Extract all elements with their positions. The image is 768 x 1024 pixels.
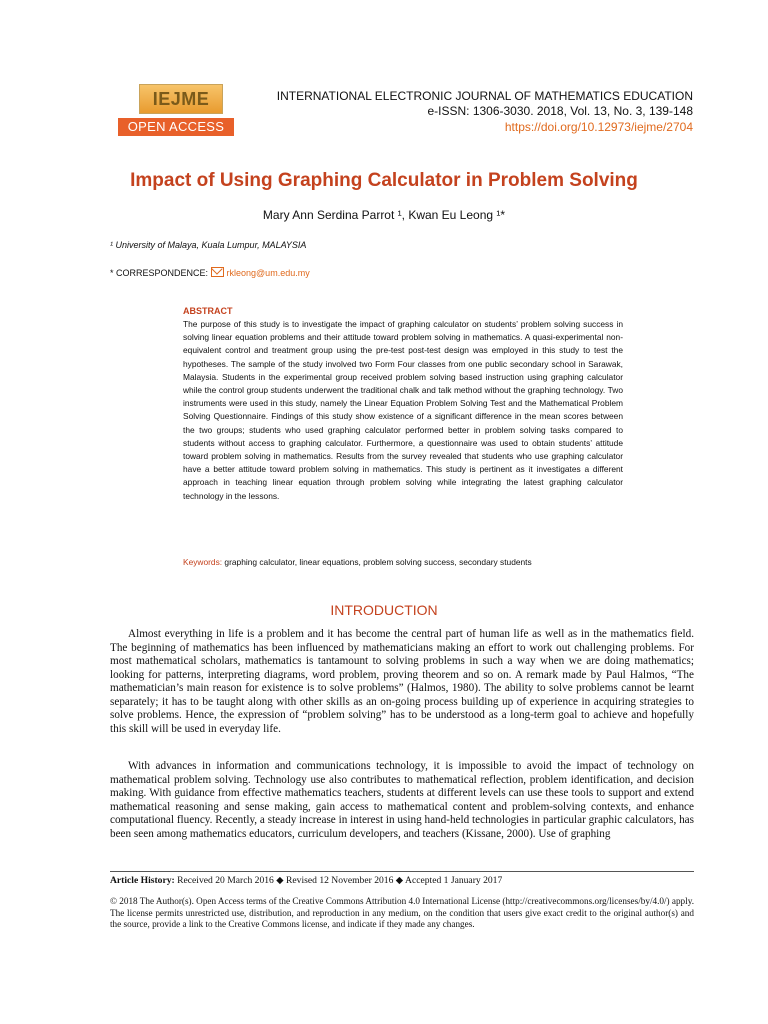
keywords-list: graphing calculator, linear equations, problem solving success, secondary students [222,557,532,567]
open-access-label: OPEN ACCESS [127,119,225,134]
abstract-heading: ABSTRACT [183,306,233,316]
article-title: Impact of Using Graphing Calculator in Problem Solving [130,170,638,191]
doi-link[interactable]: https://doi.org/10.12973/iejme/2704 [504,120,693,134]
article-history [110,875,694,886]
issn-line: e-ISSN: 1306-3030. 2018, Vol. 13, No. 3, 139-148 [427,104,693,118]
journal-name: INTERNATIONAL ELECTRONIC JOURNAL OF MATHEMATICS EDUCATION [276,89,693,103]
keywords [183,557,623,567]
history-dates: Received 20 March 2016 ◆ Revised 12 November 2016 ◆ Accepted 1 January 2017 [174,875,503,886]
introduction-heading: INTRODUCTION [330,602,438,618]
authors: Mary Ann Serdina Parrot ¹, Kwan Eu Leong ¹* [262,208,506,222]
intro-paragraph-1: Almost everything in life is a problem and it has become the central part of human life as well as in the mathematics field. The beginning of mathematics has been influenced by mathematicians making an effort to work out challenging problems. For most mathematical scholars, mathematics is tantamount to solving problems in such a way when we are doing mathematics; looking for patterns, interpreting diagrams, word problem, proving theorem and so on. A remark made by Paul Halmos, “The mathematician’s main reason for existence is to solve problems” (Halmos, 1980). The ability to solve problems cannot be learnt separately; it has to be taught along with other skills as an on-going process building up of experience in acquiring strategies to solve problems. Hence, the expression of “problem solving” has to be understood as a long-term goal to achieve and hopefully this skill will be used in everyday life. [110,628,694,735]
affiliation: ¹ University of Malaya, Kuala Lumpur, MALAYSIA [110,240,307,250]
correspondence-email[interactable]: rkleong@um.edu.my [226,268,310,278]
logo-mark [139,84,223,114]
license-notice: © 2018 The Author(s). Open Access terms of the Creative Commons Attribution 4.0 International License (http://creativecommons.org/licenses/by/4.0/) apply. The license permits unrestricted use, distribution, and reproduction in any medium, on the condition that users give exact credit to the original author(s) and the source, provide a link to the Creative Commons license, and indicate if they made any changes. [110,896,694,930]
abstract-text: The purpose of this study is to investigate the impact of graphing calculator on students’ problem solving success in solving linear equation problems and their attitude toward problem solving in mathematics. A quasi-experimental non-equivalent control and treatment group using the pre-test post-test design was employed in this study to test the hypotheses. The sample of the study involved two Form Four classes from one public secondary school in Sarawak, Malaysia. Students in the experimental group received problem solving based instruction using graphing calculator while the control group students underwent the traditional chalk and talk method without the graphing technology. Two instruments were used in this study, namely the Linear Equation Problem Solving Test and the Mathematical Problem Solving Questionnaire. Findings of this study show existence of a significant difference in the mean scores between the two groups; students who used graphing calculator performed better in problem solving tasks compared to students without access to graphing calculator. Furthermore, a questionnaire was used to obtain students’ attitude toward problem solving in mathematics. Results from the survey revealed that students who use graphing calculator have a better attitude toward problem solving in mathematics. This study is pertinent as it investigates a different approach in teaching linear equation through problem solving while integrating the latest graphing calculator technology in the lessons. [183,319,623,501]
correspondence [110,267,310,278]
journal-logo [118,84,234,136]
open-access-badge [118,118,234,136]
intro-paragraph-2: With advances in information and communications technology, it is impossible to avoid the impact of technology on mathematical problem solving. Technology use also contributes to mathematical reflection, problem identification, and decision making. With guidance from effective mathematics teachers, students at different levels can use these tools to support and extend mathematical reasoning and sense making, gain access to mathematical content and problem-solving contexts, and enhance computational fluency. Recently, a steady increase in interest in using hand-held technologies in particular graphic calculators, has been seen among mathematics educators, curriculum developers, and teachers (Kissane, 2000). Use of graphing [110,760,694,840]
logo-text: IEJME [152,89,210,109]
history-label: Article History: [110,875,175,886]
keywords-label: Keywords: [183,557,223,567]
correspondence-label: * CORRESPONDENCE: [110,268,209,278]
footer-divider [110,871,694,872]
envelope-icon [211,267,224,277]
